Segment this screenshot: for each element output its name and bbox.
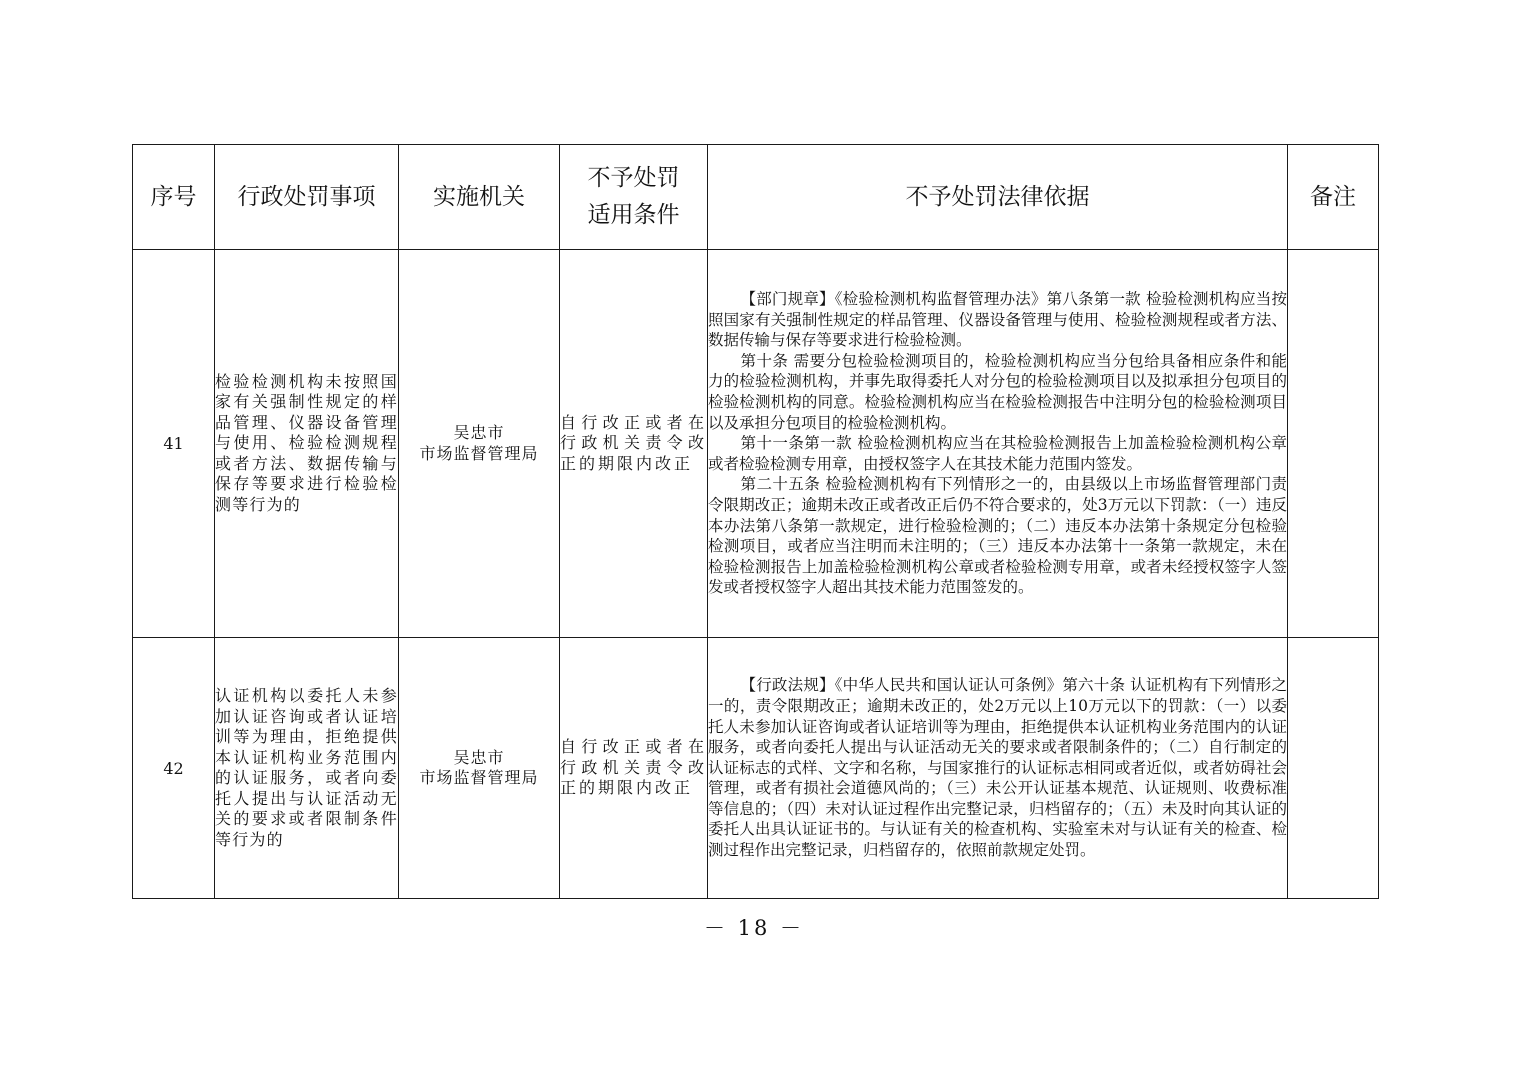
row-penalty-item: 认证机构以委托人未参加认证咨询或者认证培训等为理由，拒绝提供本认证机构业务范围内的认证服务，或者向委托人提出与认证活动无关的要求或者限制条件等行为的 bbox=[215, 638, 399, 899]
row-agency-line2: 市场监督管理局 bbox=[419, 443, 539, 463]
row-agency bbox=[399, 250, 560, 638]
header-seq: 序号 bbox=[133, 145, 215, 250]
table-header-row bbox=[133, 145, 1379, 250]
header-agency: 实施机关 bbox=[399, 145, 560, 250]
row-condition: 自行改正或者在行政机关责令改正的期限内改正 bbox=[560, 638, 708, 899]
row-seq: 41 bbox=[133, 250, 215, 638]
basis-paragraph: 第十条 需要分包检验检测项目的，检验检测机构应当分包给具备相应条件和能力的检验检测机构，并事先取得委托人对分包的检验检测项目以及拟承担分包项目的检验检测机构的同意。检验检测机构应当在检验检测报告中注明分包的检验检测项目以及承担分包项目的检验检测机构。 bbox=[708, 351, 1287, 432]
row-legal-basis bbox=[708, 250, 1288, 638]
row-legal-basis bbox=[708, 638, 1288, 899]
page-number: － 18 － bbox=[703, 916, 805, 940]
header-condition-line1: 不予处罚 bbox=[587, 165, 680, 192]
row-agency-line1: 吴忠市 bbox=[453, 423, 505, 442]
row-remark bbox=[1288, 638, 1379, 899]
row-remark bbox=[1288, 250, 1379, 638]
basis-paragraph: 第二十五条 检验检测机构有下列情形之一的，由县级以上市场监督管理部门责令限期改正；逾期未改正或者改正后仍不符合要求的，处3万元以下罚款：（一）违反本办法第八条第一款规定，进行检验检测的；（二）违反本办法第十条规定分包检验检测项目，或者应当注明而未注明的；（三）违反本办法第十一条第一款规定，未在检验检测报告上加盖检验检测机构公章或者检验检测专用章，或者未经授权签字人签发或者授权签字人超出其技术能力范围签发的。 bbox=[708, 475, 1287, 597]
row-agency-line1: 吴忠市 bbox=[453, 747, 505, 767]
row-agency-line2: 市场监督管理局 bbox=[419, 768, 539, 787]
row-condition: 自行改正或者在行政机关责令改正的期限内改正 bbox=[560, 250, 708, 638]
row-agency bbox=[399, 638, 560, 899]
header-basis: 不予处罚法律依据 bbox=[708, 145, 1288, 250]
basis-paragraph: 第十一条第一款 检验检测机构应当在其检验检测报告上加盖检验检测机构公章或者检验检测专用章，由授权签字人在其技术能力范围内签发。 bbox=[708, 434, 1287, 473]
table-row bbox=[133, 638, 1379, 899]
row-penalty-item: 检验检测机构未按照国家有关强制性规定的样品管理、仪器设备管理与使用、检验检测规程或者方法、数据传输与保存等要求进行检验检测等行为的 bbox=[215, 250, 399, 638]
row-seq: 42 bbox=[133, 638, 215, 899]
header-item: 行政处罚事项 bbox=[215, 145, 399, 250]
header-condition bbox=[560, 145, 708, 250]
basis-paragraph: 【行政法规】《中华人民共和国认证认可条例》第六十条 认证机构有下列情形之一的，责令限期改正；逾期未改正的，处2万元以上10万元以下的罚款：（一）以委托人未参加认证咨询或者认证培训等为理由，拒绝提供本认证机构业务范围内的认证服务，或者向委托人提出与认证活动无关的要求或者限制条件的；（二）自行制定的认证标志的式样、文字和名称，与国家推行的认证标志相同或者近似，或者妨碍社会管理，或者有损社会道德风尚的；（三）未公开认证基本规范、认证规则、收费标准等信息的；（四）未对认证过程作出完整记录，归档留存的；（五）未及时向其认证的委托人出具认证证书的。与认证有关的检查机构、实验室未对与认证有关的检查、检测过程作出完整记录，归档留存的，依照前款规定处罚。 bbox=[708, 676, 1287, 860]
penalty-exemption-table bbox=[132, 144, 1379, 899]
header-remark: 备注 bbox=[1288, 145, 1379, 250]
basis-paragraph: 【部门规章】《检验检测机构监督管理办法》第八条第一款 检验检测机构应当按照国家有关强制性规定的样品管理、仪器设备管理与使用、检验检测规程或者方法、数据传输与保存等要求进行检验检测。 bbox=[708, 290, 1287, 350]
header-condition-line2: 适用条件 bbox=[587, 202, 680, 228]
table-row bbox=[133, 250, 1379, 638]
